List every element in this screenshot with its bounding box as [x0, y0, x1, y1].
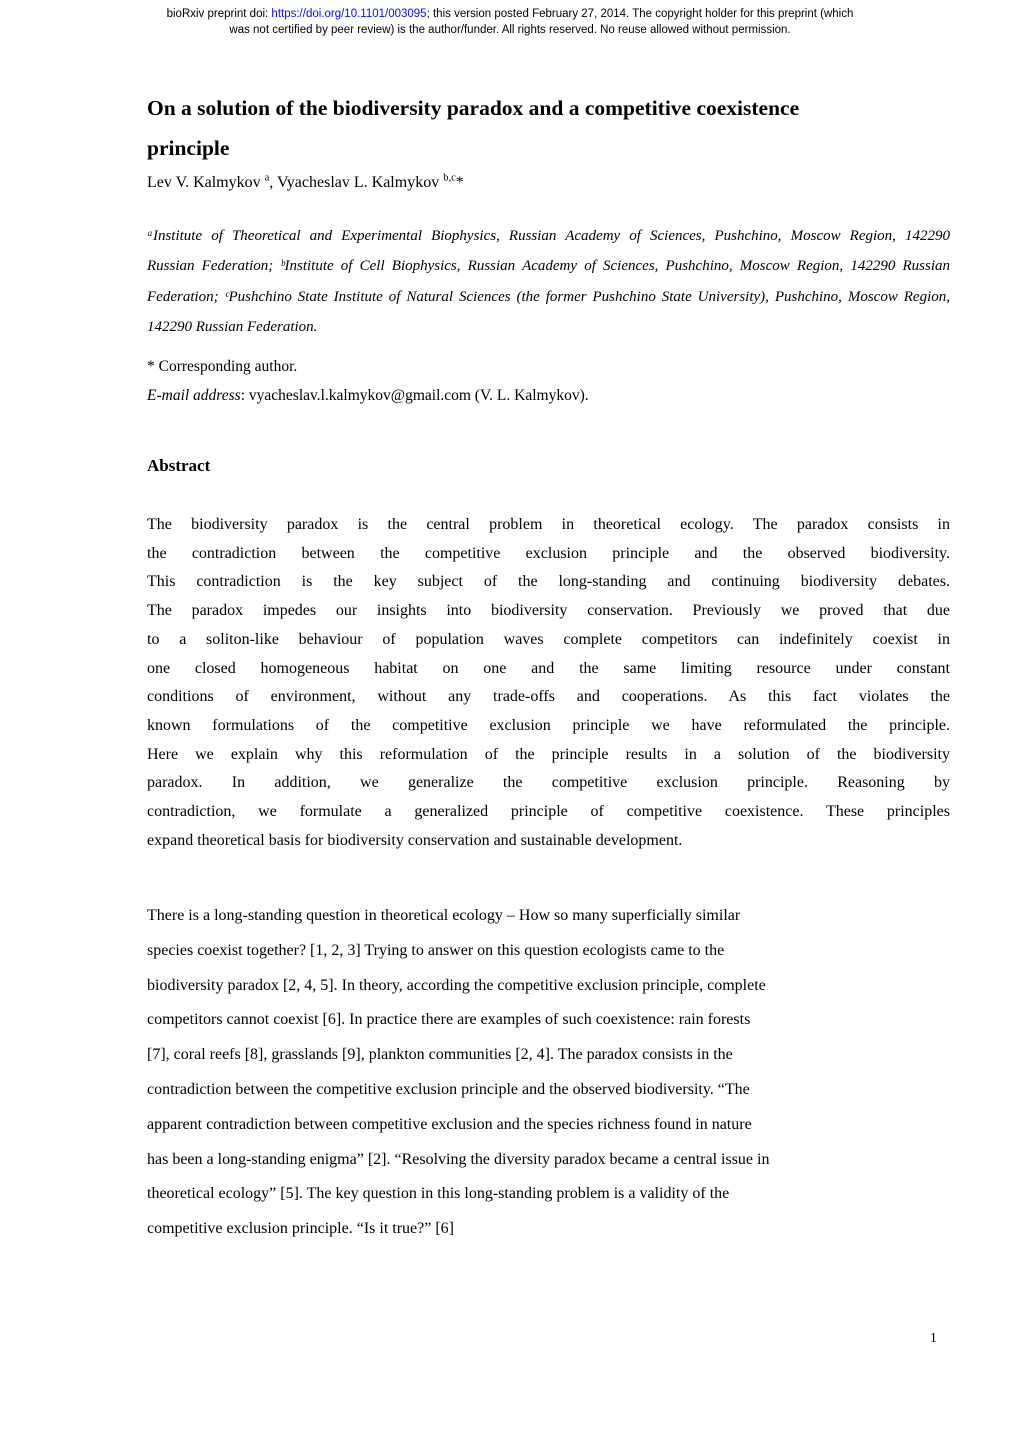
text-line: 142290 Russian Federation. [147, 318, 318, 335]
corresponding-author-mark: * [455, 174, 464, 191]
text-line: [7], coral reefs [8], grasslands [9], plankton communities [2, 4]. The paradox consists in the [147, 1046, 733, 1064]
text-line: species coexist together? [1, 2, 3] Trying to answer on this question ecologists came to the [147, 941, 725, 959]
doi-link[interactable]: https://doi.org/10.1101/003095 [271, 8, 427, 20]
corresponding-author-note: * Corresponding author. [147, 358, 298, 375]
text-line: the contradiction between the competitive exclusion principle and the observed biodiversity. [147, 544, 950, 562]
disclaimer-line-1 [0, 6, 1020, 22]
doi-prefix-text: bioRxiv preprint doi: [166, 8, 272, 20]
disclaimer-line1-rest: ; this version posted February 27, 2014. The copyright holder for this preprint (which [426, 8, 854, 20]
text-line: theoretical ecology” [5]. The key question in this long-standing problem is a validity of the [147, 1185, 730, 1203]
text-line: biodiversity paradox [2, 4, 5]. In theory, according the competitive exclusion principle, complete [147, 976, 766, 994]
text-line: Federation; ᶜPushchino State Institute of Natural Sciences (the former Pushchino State University), Pushchino, Moscow Region, [147, 288, 950, 305]
author-list [147, 172, 950, 193]
text-line: This contradiction is the key subject of the long-standing and continuing biodiversity debates. [147, 573, 950, 591]
text-line: conditions of environment, without any trade-offs and cooperations. As this fact violates the [147, 688, 950, 706]
text-line: Russian Federation; ᵇInstitute of Cell Biophysics, Russian Academy of Sciences, Pushchino, Moscow Region, 142290 Russian [147, 258, 950, 275]
text-line: contradiction, we formulate a generalized principle of competitive coexistence. These principles [147, 803, 950, 821]
email-label: E-mail address [147, 387, 241, 404]
intro-paragraph [147, 899, 950, 1247]
text-line: competitors cannot coexist [6]. In practice there are examples of such coexistence: rain forests [147, 1011, 751, 1029]
author-separator: , [269, 174, 278, 191]
author-1-affiliation-sup: a [264, 172, 270, 184]
affiliations [147, 221, 950, 342]
abstract-text [147, 511, 950, 855]
text-line: There is a long-standing question in theoretical ecology – How so many superficially similar [147, 907, 741, 924]
text-line: to a soliton-like behaviour of population waves complete competitors can indefinitely coexist in [147, 630, 950, 648]
text-line: has been a long-standing enigma” [2]. “Resolving the diversity paradox became a central issue in [147, 1150, 770, 1168]
disclaimer-line-2: was not certified by peer review) is the author/funder. All rights reserved. No reuse allowed without permission. [229, 24, 791, 36]
biorxiv-disclaimer [0, 6, 1020, 38]
page-number: 1 [930, 1330, 937, 1345]
text-line: Here we explain why this reformulation of the principle results in a solution of the biodiversity [147, 745, 950, 763]
text-line: On a solution of the biodiversity paradox and a competitive coexistence [147, 96, 800, 120]
text-line: principle [147, 136, 230, 160]
text-line: apparent contradiction between competitive exclusion and the species richness found in nature [147, 1115, 752, 1133]
email-value: : vyacheslav.l.kalmykov@gmail.com (V. L. Kalmykov). [240, 387, 589, 404]
abstract-heading: Abstract [147, 456, 211, 475]
text-line: contradiction between the competitive exclusion principle and the observed biodiversity. “The [147, 1080, 750, 1098]
email-line [147, 386, 950, 406]
paper-title [147, 88, 950, 168]
author-name-1: Lev V. Kalmykov [147, 174, 265, 191]
text-line: known formulations of the competitive exclusion principle we have reformulated the principle. [147, 716, 950, 734]
author-2-affiliation-sup: b,c [443, 172, 456, 184]
text-line: paradox. In addition, we generalize the competitive exclusion principle. Reasoning by [147, 774, 950, 792]
text-line: expand theoretical basis for biodiversity conservation and sustainable development. [147, 831, 683, 849]
text-line: one closed homogeneous habitat on one and the same limiting resource under constant [147, 659, 950, 677]
author-name-2: Vyacheslav L. Kalmykov [277, 174, 444, 191]
text-line: The biodiversity paradox is the central problem in theoretical ecology. The paradox consists in [147, 516, 950, 533]
text-line: ᵃInstitute of Theoretical and Experimental Biophysics, Russian Academy of Sciences, Pushchino, Moscow Region, 142290 [147, 228, 950, 244]
text-line: The paradox impedes our insights into biodiversity conservation. Previously we proved that due [147, 602, 950, 620]
text-line: competitive exclusion principle. “Is it true?” [6] [147, 1220, 454, 1238]
